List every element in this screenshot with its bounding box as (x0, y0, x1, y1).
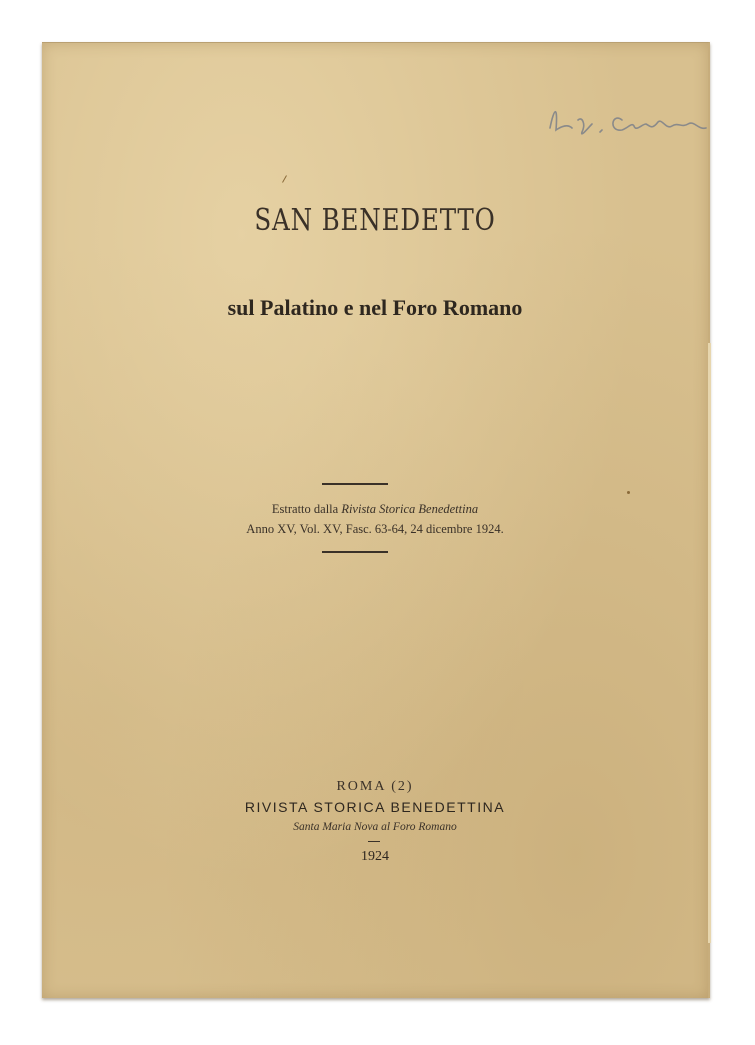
booklet-cover (42, 42, 710, 998)
paper-mark (282, 175, 287, 182)
rule-top (322, 483, 388, 485)
imprint-publisher: RIVISTA STORICA BENEDETTINA (244, 799, 506, 815)
imprint-address: Santa Maria Nova al Foro Romano (293, 821, 457, 833)
extract-note (42, 499, 708, 539)
extract-prefix: Estratto dalla (271, 502, 342, 516)
cover-subtitle: sul Palatino e nel Foro Romano (227, 295, 523, 320)
imprint-dash (368, 841, 380, 842)
cover-title: SAN BENEDETTO (254, 203, 496, 238)
extract-line-1 (42, 499, 708, 519)
pencil-inscription (542, 98, 722, 146)
paper-speck (627, 491, 630, 494)
imprint-city: ROMA (2) (336, 779, 414, 794)
extract-issue: Anno XV, Vol. XV, Fasc. 63-64, 24 dicembre 1924. (246, 522, 504, 536)
rule-bottom (322, 551, 388, 553)
extract-journal: Rivista Storica Benedettina (341, 502, 479, 516)
imprint-year: 1924 (361, 849, 389, 864)
